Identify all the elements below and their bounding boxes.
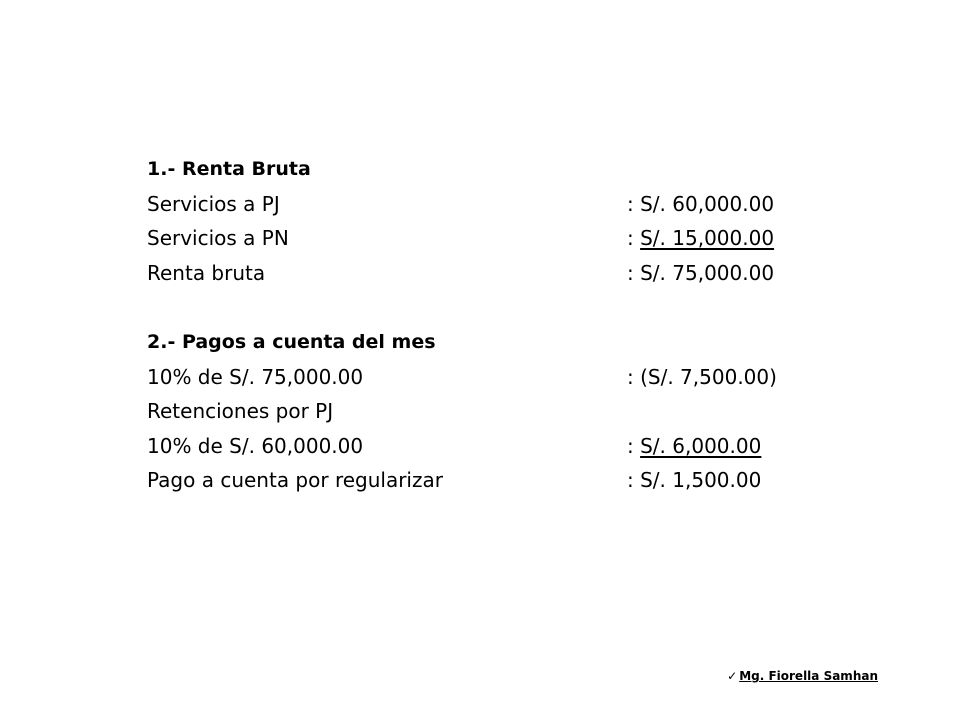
heading-text: 2.- Pagos a cuenta del mes — [147, 331, 436, 353]
line-item-amount: (S/. 7,500.00) — [640, 364, 777, 389]
line-item-amount: S/. 75,000.00 — [640, 260, 775, 285]
line-item-label: Retenciones por PJ — [147, 399, 334, 423]
line-item-amount: S/. 15,000.00 — [640, 226, 775, 250]
line-item-amount: S/. 6,000.00 — [640, 433, 762, 458]
line-item-label: 10% de S/. 60,000.00 — [147, 433, 364, 458]
colon: : — [627, 364, 641, 389]
line-item-amount: S/. 1,500.00 — [640, 468, 762, 492]
colon: : — [627, 226, 641, 250]
line-item-value — [627, 463, 761, 498]
colon: : — [627, 260, 641, 285]
line-item-value — [627, 360, 777, 395]
colon: : — [627, 468, 641, 492]
colon: : — [627, 433, 641, 458]
line-item-value — [627, 429, 761, 464]
line-item-amount: S/. 60,000.00 — [640, 191, 775, 216]
line-item-label: Pago a cuenta por regularizar — [147, 468, 443, 492]
colon: : — [627, 191, 641, 216]
line-item-value — [627, 187, 774, 222]
line-item-value — [627, 256, 774, 291]
line-item-label: Servicios a PJ — [147, 191, 280, 216]
line-item-label: 10% de S/. 75,000.00 — [147, 364, 364, 389]
checkmark-icon: ✓ — [727, 669, 738, 683]
author-footer — [727, 669, 878, 683]
heading-text: 1.- Renta Bruta — [147, 158, 311, 180]
line-item-value — [627, 221, 774, 256]
line-item-label: Renta bruta — [147, 260, 266, 285]
author-name: Mg. Fiorella Samhan — [739, 669, 878, 683]
line-item-label: Servicios a PN — [147, 226, 289, 250]
